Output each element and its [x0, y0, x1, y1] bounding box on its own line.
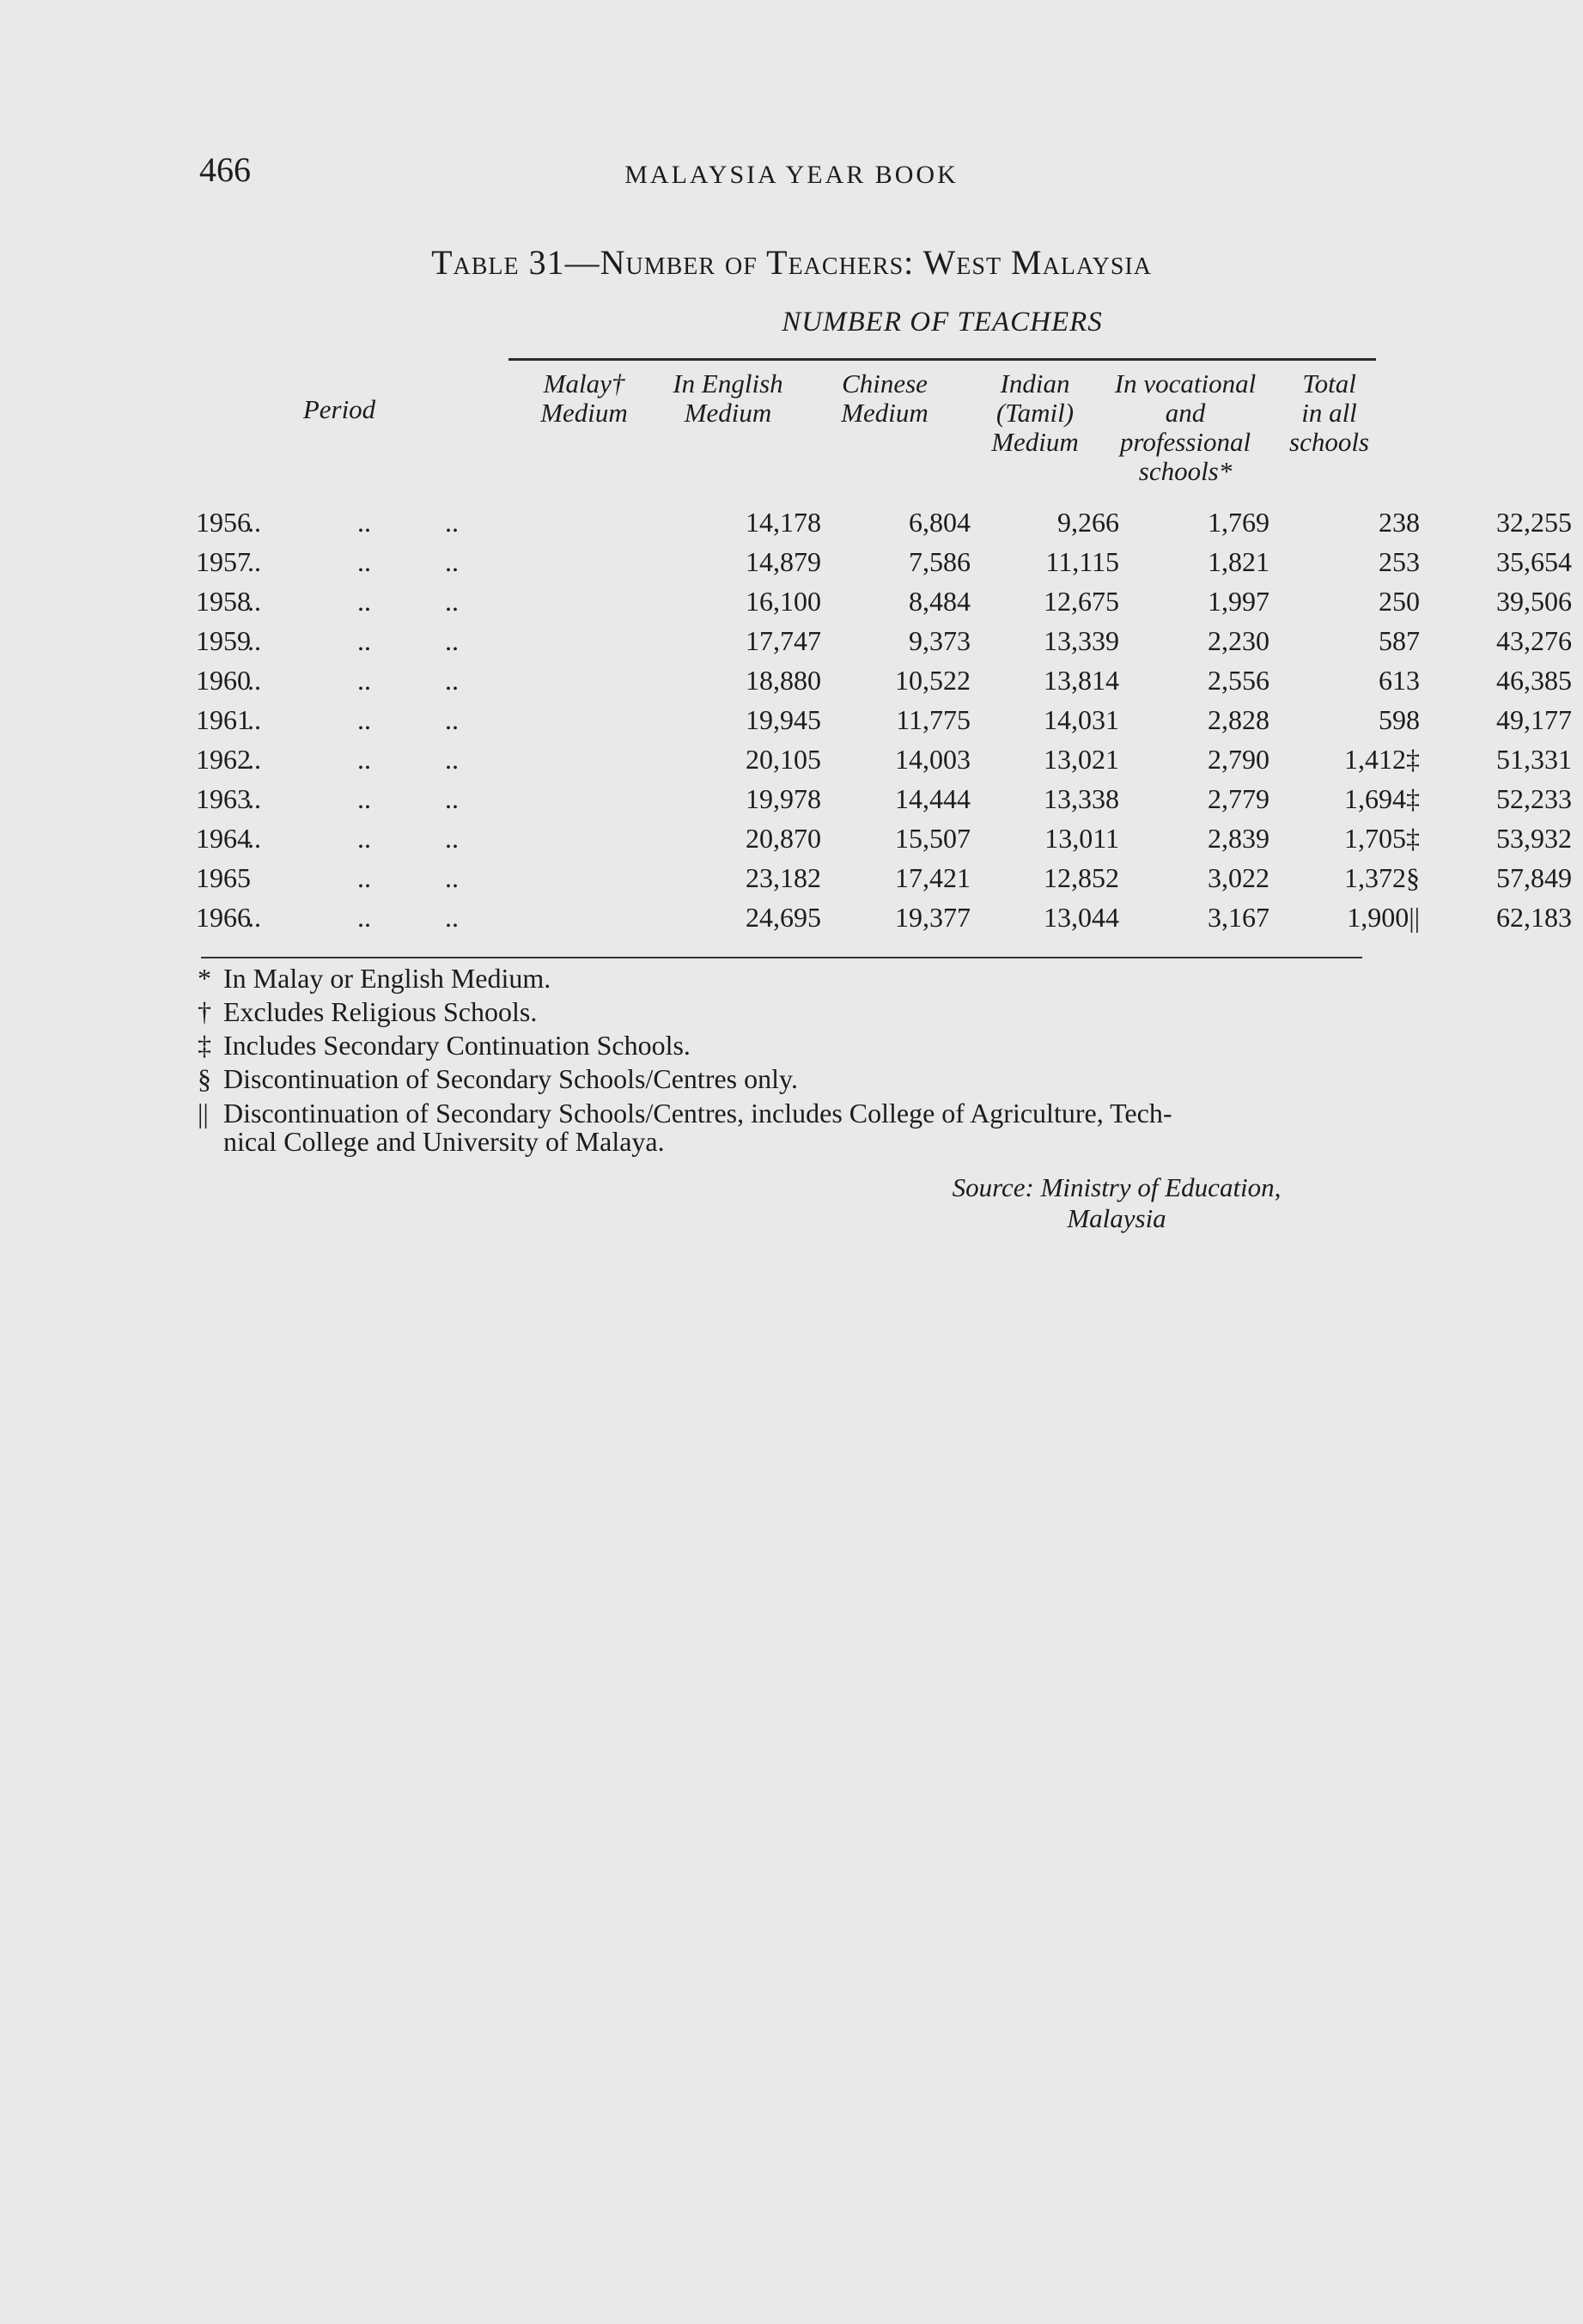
- column-header-text: Medium: [841, 398, 928, 428]
- leader-dots: ..: [247, 744, 261, 775]
- cell-malay: 19,978: [746, 783, 821, 814]
- table-bottom-rule: [201, 957, 1362, 958]
- column-header-text: Medium: [684, 398, 772, 428]
- column-header-text: in all: [1301, 398, 1357, 428]
- cell-value: 1,694: [1344, 783, 1406, 814]
- leader-dots: ..: [357, 704, 371, 735]
- column-header-text: Chinese: [842, 368, 928, 398]
- cell-english: 7,586: [909, 546, 971, 577]
- cell-chinese: 13,338: [1044, 783, 1119, 814]
- cell-indian: 1,769: [1208, 507, 1269, 538]
- cell-malay: 24,695: [746, 902, 821, 933]
- leader-dots: ..: [445, 546, 459, 577]
- column-header-period: [283, 395, 395, 424]
- cell-chinese: 13,021: [1044, 744, 1119, 775]
- cell-value: 238: [1379, 507, 1420, 538]
- cell-total: 35,654: [1496, 546, 1572, 577]
- cell-malay: 14,879: [746, 546, 821, 577]
- column-header-text: Medium: [540, 398, 628, 428]
- cell-english: 14,003: [895, 744, 971, 775]
- cell-english: 6,804: [909, 507, 971, 538]
- cell-malay: 17,747: [746, 625, 821, 656]
- cell-indian: 2,790: [1208, 744, 1269, 775]
- cell-english: 19,377: [895, 902, 971, 933]
- cell-value: 1,900: [1347, 902, 1409, 933]
- leader-dots: ..: [445, 862, 459, 893]
- footnote-item: [196, 1029, 1398, 1062]
- leader-dots: ..: [247, 507, 261, 538]
- leader-dots: ..: [247, 546, 261, 577]
- cell-indian: 1,997: [1208, 586, 1269, 617]
- cell-value: 1,372: [1344, 862, 1406, 893]
- leader-dots: ..: [445, 744, 459, 775]
- column-header-text: and: [1165, 398, 1206, 428]
- leader-dots: ..: [445, 823, 459, 854]
- table-title: Table 31—Number of Teachers: West Malaysia: [431, 243, 1152, 282]
- footnote-symbol: ‡: [198, 1030, 211, 1061]
- footnote-mark: ‡: [1406, 783, 1420, 814]
- column-header-text: Total: [1302, 368, 1356, 398]
- leader-dots: ..: [357, 823, 371, 854]
- table-row: [196, 780, 1572, 819]
- cell-indian: 2,828: [1208, 704, 1269, 735]
- source-line: Source: Ministry of Education,: [952, 1172, 1282, 1202]
- cell-malay: 23,182: [746, 862, 821, 893]
- column-header-indian: [966, 369, 1104, 457]
- cell-chinese: 12,852: [1044, 862, 1119, 893]
- leader-dots: ..: [357, 586, 371, 617]
- leader-dots: ..: [357, 744, 371, 775]
- table-row: [196, 898, 1572, 938]
- cell-year: 1958: [196, 586, 251, 617]
- column-header-text: Period: [302, 394, 376, 424]
- cell-english: 15,507: [895, 823, 971, 854]
- column-header-text: In vocational: [1114, 368, 1257, 398]
- footnote-item: [196, 1099, 1398, 1156]
- cell-total: 49,177: [1496, 704, 1572, 735]
- cell-value: 613: [1379, 665, 1420, 696]
- cell-value: 250: [1379, 586, 1420, 617]
- column-header-text: Medium: [991, 427, 1079, 457]
- column-header-text: (Tamil): [995, 398, 1075, 428]
- cell-value: 598: [1379, 704, 1420, 735]
- footnote-mark: ‡: [1406, 744, 1420, 775]
- cell-total: 39,506: [1496, 586, 1572, 617]
- leader-dots: ..: [357, 862, 371, 893]
- table-body: [196, 503, 1572, 938]
- cell-chinese: 13,044: [1044, 902, 1119, 933]
- column-header-total: [1276, 369, 1383, 457]
- cell-total: 62,183: [1496, 902, 1572, 933]
- cell-year: 1959: [196, 625, 251, 656]
- header-rule: [508, 358, 1376, 361]
- cell-malay: 18,880: [746, 665, 821, 696]
- cell-english: 8,484: [909, 586, 971, 617]
- table-row: [196, 740, 1572, 780]
- cell-value: 1,705: [1344, 823, 1406, 854]
- leader-dots: ..: [445, 625, 459, 656]
- table-row: [196, 543, 1572, 582]
- table-row: [196, 503, 1572, 543]
- footnote-item: [196, 995, 1398, 1029]
- column-header-text: professional: [1119, 427, 1251, 457]
- leader-dots: ..: [357, 665, 371, 696]
- column-header-text: In English: [673, 368, 783, 398]
- column-header-text: Indian: [1000, 368, 1070, 398]
- leader-dots: ..: [357, 507, 371, 538]
- cell-english: 11,775: [896, 704, 971, 735]
- cell-indian: 3,022: [1208, 862, 1269, 893]
- footnotes: [196, 962, 1398, 1156]
- cell-chinese: 13,339: [1044, 625, 1119, 656]
- column-header-text: Malay†: [543, 368, 625, 398]
- leader-dots: ..: [445, 783, 459, 814]
- cell-year: 1956: [196, 507, 251, 538]
- leader-dots: ..: [445, 586, 459, 617]
- cell-indian: 2,779: [1208, 783, 1269, 814]
- table-row: [196, 661, 1572, 701]
- leader-dots: ..: [247, 586, 261, 617]
- column-header-text: schools: [1289, 427, 1369, 457]
- table-row: [196, 859, 1572, 898]
- cell-year: 1960: [196, 665, 251, 696]
- footnote-mark: ||: [1409, 902, 1420, 933]
- leader-dots: ..: [247, 823, 261, 854]
- leader-dots: ..: [357, 546, 371, 577]
- cell-year: 1964: [196, 823, 251, 854]
- leader-dots: ..: [247, 902, 261, 933]
- cell-malay: 14,178: [746, 507, 821, 538]
- column-header-vocational: [1099, 369, 1271, 486]
- page-number: 466: [199, 150, 251, 189]
- cell-chinese: 13,814: [1044, 665, 1119, 696]
- footnote-mark: ‡: [1406, 823, 1420, 854]
- cell-year: 1965: [196, 862, 251, 893]
- cell-english: 14,444: [895, 783, 971, 814]
- leader-dots: ..: [357, 625, 371, 656]
- footnote-text: Includes Secondary Continuation Schools.: [223, 1030, 691, 1061]
- cell-value: 587: [1379, 625, 1420, 656]
- cell-value: 1,412: [1344, 744, 1406, 775]
- leader-dots: ..: [445, 507, 459, 538]
- cell-total: 52,233: [1496, 783, 1572, 814]
- cell-total: 57,849: [1496, 862, 1572, 893]
- running-head: MALAYSIA YEAR BOOK: [624, 161, 959, 189]
- cell-english: 9,373: [909, 625, 971, 656]
- cell-english: 17,421: [895, 862, 971, 893]
- leader-dots: ..: [357, 902, 371, 933]
- cell-indian: 3,167: [1208, 902, 1269, 933]
- cell-value: 253: [1379, 546, 1420, 577]
- footnote-item: [196, 962, 1398, 995]
- column-header-english: [657, 369, 799, 428]
- cell-indian: 2,230: [1208, 625, 1269, 656]
- leader-dots: ..: [445, 902, 459, 933]
- table-row: [196, 701, 1572, 740]
- footnote-text: Discontinuation of Secondary Schools/Centres only.: [223, 1063, 798, 1094]
- footnote-item: [196, 1062, 1398, 1096]
- footnote-symbol: §: [198, 1063, 211, 1094]
- footnote-text: In Malay or English Medium.: [223, 963, 551, 994]
- cell-chinese: 12,675: [1044, 586, 1119, 617]
- leader-dots: ..: [247, 704, 261, 735]
- cell-indian: 2,556: [1208, 665, 1269, 696]
- cell-total: 32,255: [1496, 507, 1572, 538]
- cell-indian: 1,821: [1208, 546, 1269, 577]
- table-row: [196, 622, 1572, 661]
- footnote-text: Discontinuation of Secondary Schools/Centres, includes College of Agriculture, Tech-: [223, 1098, 1172, 1129]
- leader-dots: ..: [247, 665, 261, 696]
- column-header-malay: [515, 369, 653, 428]
- cell-chinese: 11,115: [1045, 546, 1119, 577]
- table-row: [196, 819, 1572, 859]
- leader-dots: ..: [357, 783, 371, 814]
- leader-dots: ..: [247, 625, 261, 656]
- footnote-text: Excludes Religious Schools.: [223, 996, 538, 1027]
- cell-total: 46,385: [1496, 665, 1572, 696]
- cell-malay: 16,100: [746, 586, 821, 617]
- cell-year: 1966: [196, 902, 251, 933]
- cell-year: 1962: [196, 744, 251, 775]
- cell-total: 43,276: [1496, 625, 1572, 656]
- table-row: [196, 582, 1572, 622]
- group-header: NUMBER OF TEACHERS: [782, 307, 1103, 338]
- cell-malay: 20,105: [746, 744, 821, 775]
- footnote-mark: §: [1406, 862, 1420, 893]
- cell-total: 53,932: [1496, 823, 1572, 854]
- cell-indian: 2,839: [1208, 823, 1269, 854]
- leader-dots: ..: [445, 665, 459, 696]
- column-header-text: schools*: [1138, 456, 1233, 486]
- cell-year: 1957: [196, 546, 251, 577]
- leader-dots: ..: [247, 783, 261, 814]
- cell-chinese: 14,031: [1044, 704, 1119, 735]
- cell-english: 10,522: [895, 665, 971, 696]
- footnote-text-continued: nical College and University of Malaya.: [223, 1126, 665, 1157]
- cell-year: 1961: [196, 704, 251, 735]
- cell-malay: 20,870: [746, 823, 821, 854]
- cell-year: 1963: [196, 783, 251, 814]
- source-line: Malaysia: [1067, 1203, 1166, 1233]
- source-note: [859, 1172, 1374, 1234]
- footnote-symbol: †: [198, 996, 211, 1027]
- column-header-chinese: [816, 369, 953, 428]
- cell-malay: 19,945: [746, 704, 821, 735]
- leader-dots: ..: [445, 704, 459, 735]
- cell-total: 51,331: [1496, 744, 1572, 775]
- cell-chinese: 9,266: [1057, 507, 1119, 538]
- footnote-symbol: *: [198, 963, 211, 994]
- footnote-symbol: ||: [198, 1098, 209, 1129]
- cell-chinese: 13,011: [1044, 823, 1119, 854]
